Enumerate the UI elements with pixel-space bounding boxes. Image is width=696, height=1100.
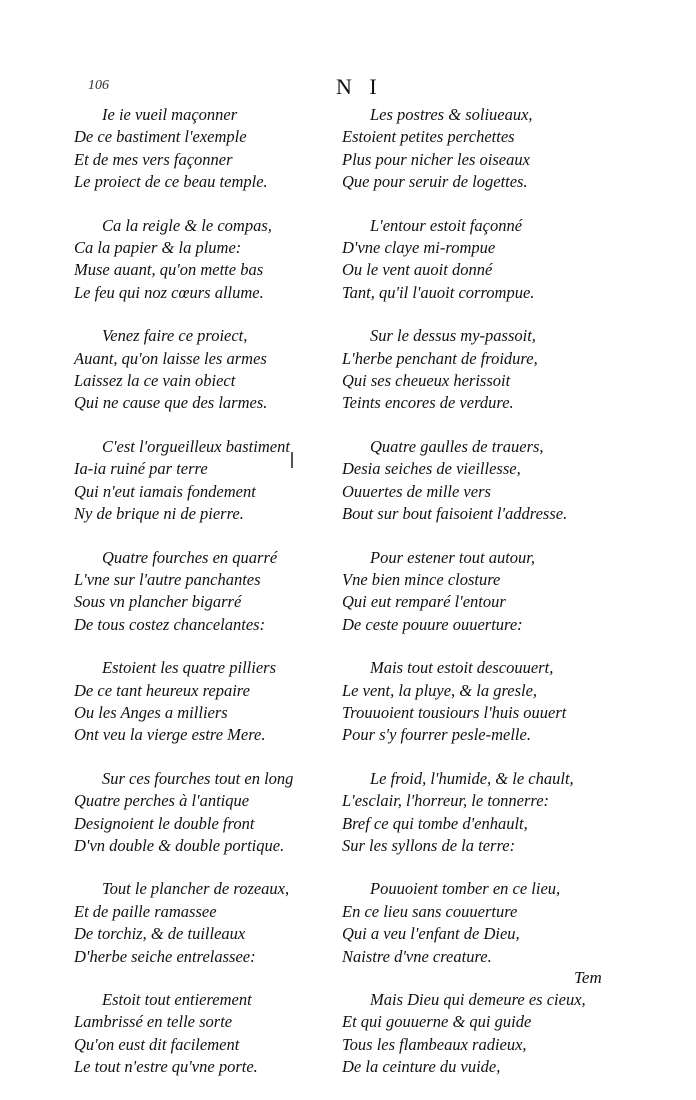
verse-line: Quatre gaulles de trauers, (370, 436, 544, 456)
stanza (74, 104, 374, 194)
verse-line: Ie ie vueil maçonner (102, 105, 238, 124)
verse-line: Plus pour nicher les oiseaux (342, 149, 530, 169)
verse-line: Designoient le double front (74, 813, 255, 833)
verse-line: Bref ce qui tombe d'enhault, (342, 813, 528, 833)
right-column (342, 104, 672, 1100)
verse-line: Sur ces fourches tout en long (102, 768, 294, 788)
stanza (342, 547, 672, 637)
stanza (74, 436, 374, 526)
verse-line: Le vent, la pluye, & la gresle, (342, 680, 538, 700)
verse-line: Les postres & soliueaux, (370, 105, 533, 124)
stanza (342, 657, 672, 747)
verse-line: Ia-ia ruiné par terre (74, 459, 208, 479)
column-gutter-mark (291, 452, 293, 468)
verse-line: De ce bastiment l'exemple (74, 127, 247, 147)
verse-line: Laissez la ce vain obiect (74, 371, 236, 391)
stanza (74, 325, 374, 415)
verse-line: Mais Dieu qui demeure es cieux, (370, 990, 586, 1009)
verse-line: Bout sur bout faisoient l'addresse. (342, 504, 568, 524)
stanza (342, 436, 672, 526)
verse-line: Trouuoient tousiours l'huis ouuert (342, 702, 567, 722)
verse-line: C'est l'orgueilleux bastiment (102, 436, 290, 456)
verse-line: Qui a veu l'enfant de Dieu, (342, 924, 520, 944)
page-number: 106 (88, 78, 109, 93)
verse-line: Sous vn plancher bigarré (74, 592, 242, 612)
signature-mark: N I (336, 74, 383, 99)
verse-line: L'vne sur l'autre panchantes (74, 569, 261, 589)
verse-line: Et de paille ramassee (74, 901, 217, 921)
stanza (342, 768, 672, 858)
stanza (342, 215, 672, 305)
verse-line: Ou les Anges a milliers (74, 702, 228, 722)
stanza (342, 325, 672, 415)
verse-line: Tout le plancher de rozeaux, (102, 879, 290, 899)
verse-line: Muse auant, qu'on mette bas (74, 260, 264, 280)
verse-line: Le proiect de ce beau temple. (74, 172, 268, 192)
verse-line: Estoient petites perchettes (342, 127, 515, 147)
stanza (342, 878, 672, 968)
stanza (74, 878, 374, 968)
verse-line: Mais tout estoit descouuert, (370, 658, 554, 678)
catchword: Tem (574, 968, 602, 987)
verse-line: Estoit tout entierement (102, 990, 252, 1009)
stanza (74, 215, 374, 305)
verse-line: Et de mes vers façonner (74, 149, 233, 169)
verse-line: De tous costez chancelantes: (74, 614, 266, 634)
verse-line: Ouuertes de mille vers (342, 481, 491, 501)
verse-line: De ce tant heureux repaire (74, 680, 250, 700)
verse-line: Le feu qui noz cœurs allume. (74, 282, 264, 302)
verse-line: Tous les flambeaux radieux, (342, 1034, 527, 1054)
verse-line: Ca la reigle & le compas, (102, 215, 272, 235)
verse-line: D'vn double & double portique. (74, 835, 285, 855)
verse-line: Ny de brique ni de pierre. (74, 504, 244, 524)
verse-line: Ca la papier & la plume: (74, 238, 242, 258)
verse-line: L'esclair, l'horreur, le tonnerre: (342, 791, 550, 811)
verse-line: Le tout n'estre qu'vne porte. (74, 1057, 258, 1077)
verse-line: En ce lieu sans couuerture (342, 901, 518, 921)
stanza (342, 104, 672, 194)
verse-line: L'herbe penchant de froidure, (342, 348, 538, 368)
verse-line: De ceste pouure ouuerture: (342, 614, 523, 634)
verse-line: Auant, qu'on laisse les armes (74, 348, 267, 368)
verse-line: De la ceinture du vuide, (342, 1057, 501, 1077)
stanza (342, 989, 672, 1079)
left-column (74, 104, 374, 1100)
verse-line: Ont veu la vierge estre Mere. (74, 725, 266, 745)
verse-line: Venez faire ce proiect, (102, 326, 248, 346)
verse-line: Qu'on eust dit facilement (74, 1034, 240, 1054)
verse-line: De torchiz, & de tuilleaux (74, 924, 246, 944)
verse-line: Qui n'eut iamais fondement (74, 481, 256, 501)
verse-line: Vne bien mince closture (342, 569, 501, 589)
verse-line: Ou le vent auoit donné (342, 260, 493, 280)
verse-line: Estoient les quatre pilliers (102, 658, 276, 678)
verse-line: L'entour estoit façonné (370, 215, 523, 235)
verse-line: Pour estener tout autour, (370, 547, 535, 567)
verse-line: Sur les syllons de la terre: (342, 835, 516, 855)
verse-line: Qui eut remparé l'entour (342, 592, 506, 612)
stanza (74, 989, 374, 1079)
stanza (74, 657, 374, 747)
verse-line: Lambrissé en telle sorte (74, 1012, 233, 1032)
verse-line: Qui ses cheueux herissoit (342, 371, 511, 391)
stanza (74, 547, 374, 637)
verse-line: Le froid, l'humide, & le chault, (370, 768, 574, 788)
verse-line: D'vne claye mi-rompue (342, 238, 496, 258)
verse-line: Sur le dessus my-passoit, (370, 326, 536, 346)
verse-line: D'herbe seiche entrelassee: (74, 946, 256, 966)
verse-line: Teints encores de verdure. (342, 393, 514, 413)
verse-line: Et qui gouuerne & qui guide (342, 1012, 532, 1032)
verse-line: Que pour seruir de logettes. (342, 172, 528, 192)
verse-line: Quatre perches à l'antique (74, 791, 250, 811)
verse-line: Naistre d'vne creature. (342, 946, 492, 966)
verse-line: Pouuoient tomber en ce lieu, (370, 879, 561, 899)
verse-line: Tant, qu'il l'auoit corrompue. (342, 282, 535, 302)
verse-line: Desia seiches de vieillesse, (342, 459, 521, 479)
verse-line: Qui ne cause que des larmes. (74, 393, 268, 413)
verse-line: Pour s'y fourrer pesle-melle. (342, 725, 531, 745)
verse-line: Quatre fourches en quarré (102, 547, 278, 567)
stanza (74, 768, 374, 858)
